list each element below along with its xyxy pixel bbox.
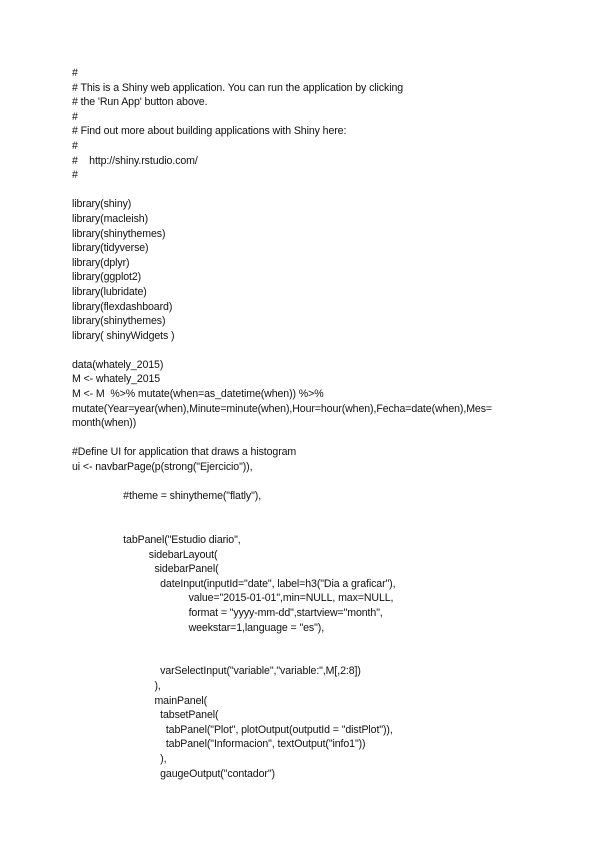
code-line: mutate(Year=year(when),Minute=minute(when),Hour=hour(when),Fecha=date(when),Mes= [72, 402, 492, 415]
code-line: #Define UI for application that draws a histogram [72, 446, 297, 459]
code-line: library(macleish) [72, 212, 148, 225]
code-line: ui <- navbarPage(p(strong("Ejercicio")), [72, 461, 253, 474]
code-line: gaugeOutput("contador") [72, 767, 275, 780]
code-line: month(when)) [72, 417, 137, 430]
code-line: sidebarPanel( [72, 563, 219, 576]
code-line: ), [72, 679, 161, 692]
code-line: # [72, 139, 78, 152]
code-line: # http://shiny.rstudio.com/ [72, 154, 198, 167]
code-line: # [72, 67, 78, 79]
code-line: library(shinythemes) [72, 227, 166, 240]
blank-line [72, 504, 542, 519]
code-line: # This is a Shiny web application. You can run the application by clicking [72, 81, 404, 94]
code-line: tabsetPanel( [72, 709, 219, 722]
code-line: library(flexdashboard) [72, 300, 173, 313]
code-line: library(dplyr) [72, 256, 130, 269]
code-line: # the 'Run App' button above. [72, 96, 208, 109]
blank-line [72, 475, 542, 490]
blank-line [72, 650, 542, 665]
code-line: tabPanel("Plot", plotOutput(outputId = "distPlot")), [72, 723, 393, 736]
code-line: weekstar=1,language = "es"), [72, 621, 325, 634]
code-listing [72, 66, 542, 781]
code-line: tabPanel("Estudio diario", [72, 534, 241, 546]
code-line: # Find out more about building applications with Shiny here: [72, 125, 347, 138]
blank-line [72, 431, 542, 446]
code-line: library(lubridate) [72, 285, 147, 298]
code-line: # [72, 169, 78, 182]
code-line: library(ggplot2) [72, 271, 142, 284]
code-line: M <- whately_2015 [72, 373, 161, 386]
code-line: mainPanel( [72, 694, 208, 707]
code-line: format = "yyyy-mm-dd",startview="month", [72, 606, 383, 619]
blank-line [72, 343, 542, 358]
blank-line [72, 518, 542, 533]
code-line: varSelectInput("variable","variable:",M[,2:8]) [72, 665, 361, 678]
code-line: library( shinyWidgets ) [72, 329, 175, 342]
code-line: ), [72, 752, 167, 765]
code-line: library(shiny) [72, 198, 132, 211]
code-line: # [72, 110, 78, 123]
code-line: tabPanel("Informacion", textOutput("info1")) [72, 738, 366, 751]
blank-line [72, 635, 542, 650]
code-line: dateInput(inputId="date", label=h3("Dia a graficar"), [72, 577, 396, 590]
code-line: library(tidyverse) [72, 242, 149, 255]
code-line: sidebarLayout( [72, 548, 218, 561]
blank-line [72, 183, 542, 198]
code-line: value="2015-01-01",min=NULL, max=NULL, [72, 592, 394, 605]
code-line: data(whately_2015) [72, 358, 164, 371]
code-line: library(shinythemes) [72, 315, 166, 328]
code-line: #theme = shinytheme("flatly"), [72, 490, 262, 503]
code-line: M <- M %>% mutate(when=as_datetime(when)) %>% [72, 388, 324, 401]
